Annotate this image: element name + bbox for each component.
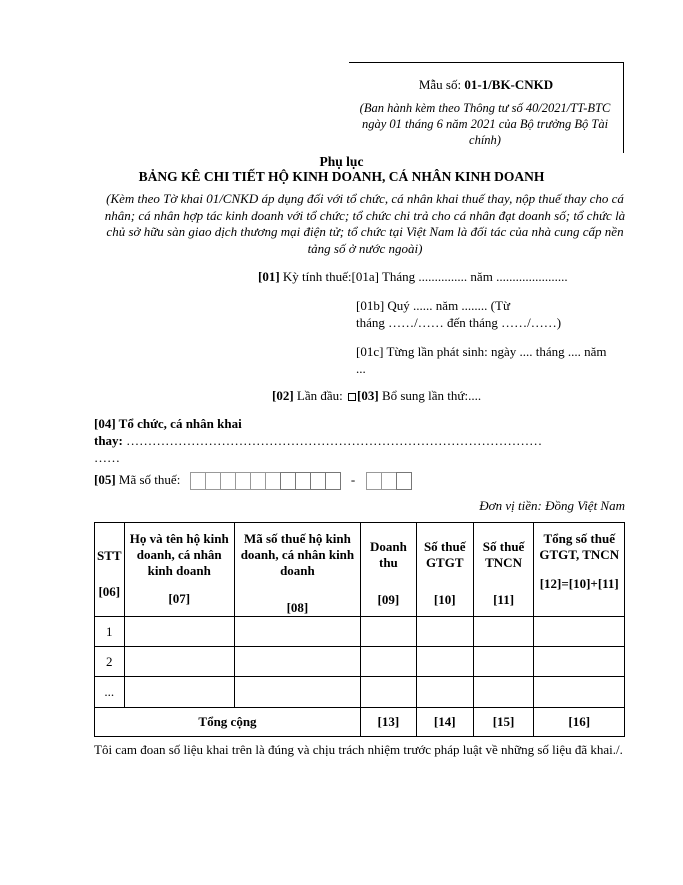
- cell-total[interactable]: [534, 677, 625, 708]
- table-row: [95, 647, 625, 677]
- total-pit-code: [15]: [473, 708, 534, 737]
- header-taxcode: Mã số thuế hộ kinh doanh, cá nhân kinh doanh [08]: [234, 523, 360, 617]
- period-quarterly-line2: tháng ……/…… đến tháng ……/……): [356, 315, 562, 330]
- cell-vat[interactable]: [416, 677, 473, 708]
- header-pit: Số thuế TNCN [11]: [473, 523, 534, 617]
- row-stt: 1: [95, 617, 125, 647]
- issued-line-3: chính): [469, 133, 501, 147]
- header-stt: STT [06]: [95, 523, 125, 617]
- first-time-checkbox[interactable]: [348, 393, 356, 401]
- form-code-value: 01-1/BK-CNKD: [464, 77, 554, 92]
- taxcode-label: Mã số thuế:: [115, 472, 181, 487]
- cell-total[interactable]: [534, 617, 625, 647]
- form-code: [349, 77, 623, 93]
- org-name-line[interactable]: [94, 432, 634, 449]
- currency-unit: Đơn vị tiền: Đồng Việt Nam: [479, 498, 625, 513]
- cell-revenue[interactable]: [360, 647, 416, 677]
- detail-table: [94, 522, 625, 737]
- cell-taxcode[interactable]: [234, 617, 360, 647]
- total-label: Tổng cộng: [95, 708, 361, 737]
- first-time-row: [272, 387, 481, 404]
- cell-revenue[interactable]: [360, 617, 416, 647]
- period-each-line1: [01c] Từng lần phát sinh: ngày .... tháng .... năm: [356, 344, 607, 359]
- cell-taxcode[interactable]: [234, 647, 360, 677]
- row-stt: ...: [95, 677, 125, 708]
- declaration-statement: Tôi cam đoan số liệu khai trên là đúng và chịu trách nhiệm trước pháp luật về những số liệu đã khai./.: [94, 742, 623, 757]
- header-revenue: Doanh thu [09]: [360, 523, 416, 617]
- table-row: [95, 617, 625, 647]
- period-each-time: [356, 343, 626, 377]
- header-total-tax: Tổng số thuế GTGT, TNCN [12]=[10]+[11]: [534, 523, 625, 617]
- appendix-label: Phụ lục: [319, 154, 364, 169]
- period-monthly: [01a] Tháng ............... năm ......................: [351, 269, 568, 284]
- taxcode-code: [05]: [94, 472, 116, 487]
- header-vat: Số thuế GTGT [10]: [416, 523, 473, 617]
- period-quarterly: [356, 297, 626, 331]
- row-stt: 2: [95, 647, 125, 677]
- period-each-line2: ...: [356, 361, 366, 376]
- issued-line-2: ngày 01 tháng 6 năm 2021 của Bộ trưởng Bộ Tài: [361, 117, 609, 131]
- period-code: [01]: [258, 269, 280, 284]
- taxcode-boxes-main[interactable]: [190, 471, 340, 490]
- org-label-line1: Tổ chức, cá nhân khai: [115, 416, 242, 431]
- first-time-code: [02]: [272, 388, 294, 403]
- table-total-row: [95, 708, 625, 737]
- cell-pit[interactable]: [473, 617, 534, 647]
- cell-revenue[interactable]: [360, 677, 416, 708]
- document-subtitle: (Kèm theo Tờ khai 01/CNKD áp dụng đối với tổ chức, cá nhân khai thuế thay, nộp thuế thay cho cá nhân; cá nhân hợp tác kinh doanh với tổ chức; tổ chức chi trả cho cá nhân đạt doanh số; tổ chức là chủ sở hữu sàn giao dịch thương mại điện tử; tổ chức tại Việt Nam là đối tác của nhà cung cấp nền tảng số ở nước ngoài): [104, 191, 626, 256]
- supplement-label: Bổ sung lần thứ:....: [378, 388, 482, 403]
- issued-line-1: (Ban hành kèm theo Thông tư số 40/2021/TT-BTC: [359, 101, 611, 115]
- org-dots-line2: ……: [94, 450, 120, 465]
- cell-total[interactable]: [534, 647, 625, 677]
- total-vat-code: [14]: [416, 708, 473, 737]
- period-quarterly-line1: [01b] Quý ...... năm ........ (Từ: [356, 298, 510, 313]
- table-header-row: [95, 523, 625, 617]
- first-time-label: Lần đầu:: [293, 388, 347, 403]
- form-number-box: [349, 62, 624, 153]
- supplement-code: [03]: [357, 388, 379, 403]
- document-title: BẢNG KÊ CHI TIẾT HỘ KINH DOANH, CÁ NHÂN KINH DOANH: [138, 169, 545, 184]
- cell-taxcode[interactable]: [234, 677, 360, 708]
- period-label: Kỳ tính thuế:: [279, 269, 352, 284]
- cell-name[interactable]: [124, 617, 234, 647]
- cell-pit[interactable]: [473, 647, 534, 677]
- org-label-line2: thay:: [94, 433, 123, 448]
- cell-vat[interactable]: [416, 647, 473, 677]
- org-dots: ……………………………………………………………………………………: [122, 433, 543, 448]
- form-issued-note: [353, 100, 617, 148]
- period-row: [258, 268, 568, 285]
- total-tax-code: [16]: [534, 708, 625, 737]
- org-label: [94, 415, 242, 432]
- cell-pit[interactable]: [473, 677, 534, 708]
- form-code-label: Mẫu số:: [418, 77, 465, 92]
- taxcode-boxes-branch[interactable]: [366, 471, 411, 490]
- cell-name[interactable]: [124, 647, 234, 677]
- taxcode-row: [94, 471, 411, 490]
- table-row: [95, 677, 625, 708]
- header-name: Họ và tên hộ kinh doanh, cá nhân kinh doanh [07]: [124, 523, 234, 617]
- taxcode-dash: -: [350, 472, 356, 487]
- cell-name[interactable]: [124, 677, 234, 708]
- org-code: [04]: [94, 416, 116, 431]
- cell-vat[interactable]: [416, 617, 473, 647]
- total-revenue-code: [13]: [360, 708, 416, 737]
